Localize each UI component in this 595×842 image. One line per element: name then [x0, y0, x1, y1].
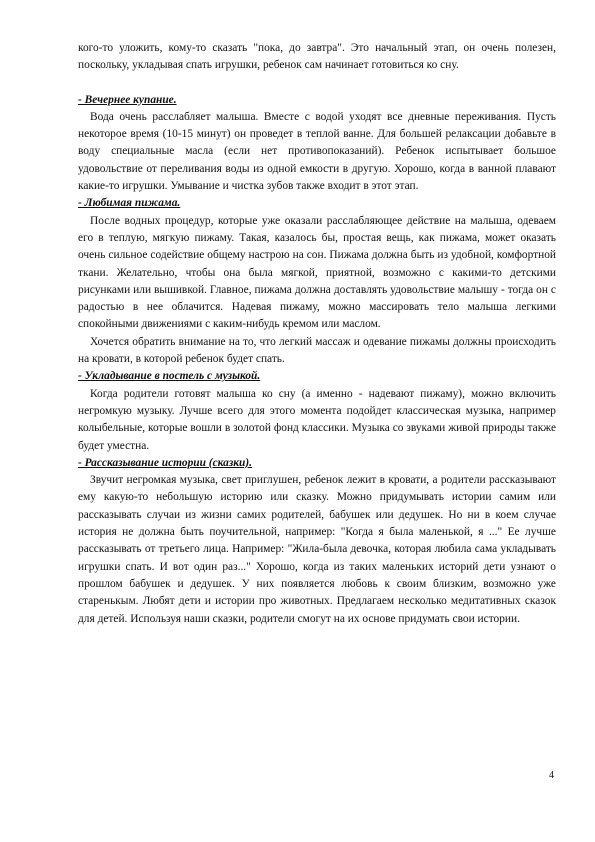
section-paragraph-pajamas-note: Хочется обратить внимание на то, что легкий массаж и одевание пижамы должны происходить на кровати, в которой ребенок будет спать.	[78, 335, 556, 366]
section-heading-story: - Рассказывание истории (сказки).	[78, 456, 253, 469]
section-paragraph-music: Когда родители готовят малыша ко сну (а именно - надевают пижаму), можно включить негромкую музыку. Лучше всего для этого момента подойдет классическая музыка, например колыбельные, которые вошли в золотой фонд классики. Музыка со звуками живой природы также будет уместна.	[78, 387, 556, 452]
section-paragraph-story: Звучит негромкая музыка, свет приглушен, ребенок лежит в кровати, а родители рассказывают ему какую-то небольшую историю или сказку. Можно придумывать истории самим или рассказывать случаи из жизни самих родителей, бабушек или дедушек. Но ни в коем случае история не должна быть поучительной, например: "Когда я была маленькой, я ..." Ее лучше рассказывать от третьего лица. Например: "Жила-была девочка, которая любила сама укладывать игрушки спать. И вот один раз..." Хорошо, когда из таких маленьких историй дети узнают о прошлом бабушек и дедушек. У них появляется любовь к своим близким, возможно уже старенькым. Любят дети и истории про животных. Предлагаем несколько медитативных сказок для детей. Используя наши сказки, родители смогут на их основе придумать свои истории.	[78, 474, 556, 625]
document-page	[78, 40, 556, 628]
section-paragraph-bathing: Вода очень расслабляет малыша. Вместе с водой уходят все дневные переживания. Пусть некоторое время (10-15 минут) он проведет в теплой ванне. Для большей релаксации добавьте в воду специальные масла (если нет противопоказаний). Ребенок испытывает большое удовольствие от переливания воды из одной емкости в другую. Хорошо, когда в ванной плавают какие-то игрушки. Умывание и чистка зубов также входит в этот этап.	[78, 110, 556, 193]
intro-paragraph: кого-то уложить, кому-то сказать "пока, до завтра". Это начальный этап, он очень полезен, поскольку, укладывая спать игрушки, ребенок сам начинает готовиться ко сну.	[78, 42, 556, 72]
section-heading-bathing: - Вечернее купание.	[78, 93, 177, 106]
section-heading-pajamas: - Любимая пижама.	[78, 197, 181, 210]
section-paragraph-pajamas: После водных процедур, которые уже оказали расслабляющее действие на малыша, одеваем его в теплую, мягкую пижаму. Такая, казалось бы, простая вещь, как пижама, может оказать очень сильное содействие общему настрою на сон. Пижама должна быть из удобной, комфортной ткани. Желательно, чтобы она была мягкой, приятной, возможно с какими-то детскими рисунками или вышивкой. Главное, пижама должна доставлять удовольствие малышу - тогда он с радостью в нее облачится. Надевая пижаму, можно массировать тело малыша легкими спокойными движениями с каким-нибудь кремом или маслом.	[78, 214, 556, 331]
section-heading-music: - Укладывание в постель с музыкой.	[78, 370, 261, 383]
page-number: 4	[549, 770, 554, 781]
